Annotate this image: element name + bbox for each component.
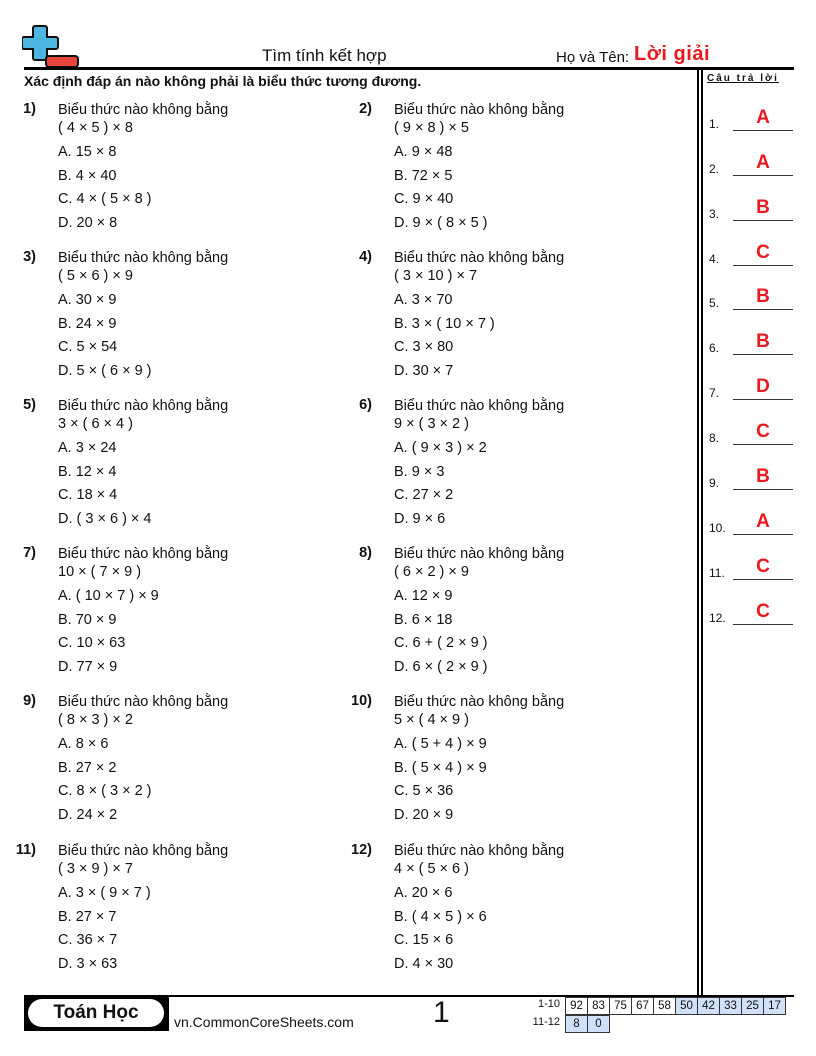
question-expression: 4 × ( 5 × 6 ) [394, 861, 469, 877]
question-expression: ( 3 × 9 ) × 7 [58, 861, 133, 877]
option-a: A. ( 9 × 3 ) × 2 [394, 440, 487, 456]
answer-12: 12. C [709, 601, 793, 625]
option-a: A. 12 × 9 [394, 588, 453, 604]
answers-heading: Câu trả lời [707, 73, 779, 84]
name-label: Họ và Tên: [556, 49, 630, 66]
option-c: C. 5 × 36 [394, 783, 454, 799]
answer-value: D [756, 376, 770, 397]
option-c: C. 8 × ( 3 × 2 ) [58, 783, 152, 799]
option-b: B. 9 × 3 [394, 463, 445, 480]
answer-7: 7. D [709, 376, 793, 400]
question-prompt: Biểu thức nào không bằng [394, 546, 565, 562]
option-c: C. 3 × 80 [394, 339, 454, 355]
option-b: B. 12 × 4 [58, 463, 117, 480]
option-b: B. 3 × ( 10 × 7 ) [394, 315, 495, 332]
option-c: C. 36 × 7 [58, 932, 118, 948]
question-expression: ( 8 × 3 ) × 2 [58, 712, 133, 728]
option-b: B. 27 × 2 [58, 759, 117, 776]
question-number: 9) [23, 693, 36, 709]
option-b: B. ( 4 × 5 ) × 6 [394, 908, 487, 925]
score-cell: 58 [653, 997, 676, 1015]
question-expression: ( 5 × 6 ) × 9 [58, 268, 133, 284]
option-a: A. 3 × 24 [58, 440, 117, 456]
logo-icon [22, 24, 80, 70]
option-a: A. 3 × 70 [394, 292, 453, 308]
answer-4: 4. C [709, 242, 793, 266]
answer-value: C [756, 601, 770, 622]
score-cell: 25 [741, 997, 764, 1015]
score-row-11-12 [566, 1015, 610, 1033]
option-b: B. 6 × 18 [394, 611, 453, 628]
site-url: vn.CommonCoreSheets.com [174, 1014, 354, 1030]
option-c: C. 4 × ( 5 × 8 ) [58, 191, 152, 207]
option-b: B. 24 × 9 [58, 315, 117, 332]
question-number: 3) [23, 249, 36, 265]
option-b: B. 4 × 40 [58, 167, 117, 184]
answer-6: 6. B [709, 331, 793, 355]
question-expression: 5 × ( 4 × 9 ) [394, 712, 469, 728]
column-divider [701, 69, 703, 996]
question-prompt: Biểu thức nào không bằng [58, 843, 229, 859]
answer-value: C [756, 242, 770, 263]
option-a: A. 8 × 6 [58, 736, 109, 752]
score-row-label: 11-12 [532, 1016, 560, 1028]
answer-value: B [756, 466, 770, 487]
option-d: D. ( 3 × 6 ) × 4 [58, 510, 152, 527]
option-d: D. 77 × 9 [58, 658, 118, 675]
option-d: D. 9 × ( 8 × 5 ) [394, 214, 488, 231]
score-cell: 8 [565, 1015, 588, 1033]
score-cell: 17 [763, 997, 786, 1015]
answer-value: B [756, 331, 770, 352]
option-c: C. 18 × 4 [58, 487, 118, 503]
question-number: 4) [359, 249, 372, 265]
question-prompt: Biểu thức nào không bằng [394, 398, 565, 414]
score-cell: 0 [587, 1015, 610, 1033]
option-d: D. 30 × 7 [394, 362, 454, 379]
option-d: D. 3 × 63 [58, 955, 118, 972]
answer-value: A [756, 107, 770, 128]
option-d: D. 24 × 2 [58, 806, 118, 823]
instructions: Xác định đáp án nào không phải là biểu thức tương đương. [24, 73, 422, 89]
question-expression: 10 × ( 7 × 9 ) [58, 564, 142, 580]
question-number: 10) [351, 693, 372, 709]
answer-1: 1. A [709, 107, 793, 131]
question-prompt: Biểu thức nào không bằng [394, 250, 565, 266]
question-number: 6) [359, 397, 372, 413]
column-divider [697, 69, 699, 996]
option-c: C. 10 × 63 [58, 635, 126, 651]
answer-value: C [756, 421, 770, 442]
name-value: Lời giải [634, 43, 711, 65]
score-cell: 50 [675, 997, 698, 1015]
option-a: A. 15 × 8 [58, 144, 117, 160]
question-number: 7) [23, 545, 36, 561]
question-prompt: Biểu thức nào không bằng [58, 102, 229, 118]
question-expression: ( 3 × 10 ) × 7 [394, 268, 478, 284]
option-a: A. 20 × 6 [394, 885, 453, 901]
question-expression: ( 9 × 8 ) × 5 [394, 120, 469, 136]
answer-2: 2. A [709, 152, 793, 176]
option-d: D. 20 × 9 [394, 806, 454, 823]
option-a: A. 3 × ( 9 × 7 ) [58, 885, 151, 901]
score-row-1-10 [566, 997, 786, 1015]
option-a: A. ( 10 × 7 ) × 9 [58, 588, 159, 604]
option-a: A. 9 × 48 [394, 144, 453, 160]
question-number: 5) [23, 397, 36, 413]
option-d: D. 6 × ( 2 × 9 ) [394, 658, 488, 675]
question-prompt: Biểu thức nào không bằng [58, 546, 229, 562]
answer-value: A [756, 152, 770, 173]
header-divider [24, 67, 794, 70]
question-number: 1) [23, 101, 36, 117]
question-prompt: Biểu thức nào không bằng [394, 843, 565, 859]
worksheet-title: Tìm tính kết hợp [262, 46, 387, 65]
score-cell: 75 [609, 997, 632, 1015]
brand-label: Toán Học [28, 999, 164, 1027]
answer-8: 8. C [709, 421, 793, 445]
question-prompt: Biểu thức nào không bằng [394, 102, 565, 118]
answer-9: 9. B [709, 466, 793, 490]
option-b: B. 70 × 9 [58, 611, 117, 628]
option-c: C. 15 × 6 [394, 932, 454, 948]
option-a: A. 30 × 9 [58, 292, 117, 308]
option-c: C. 9 × 40 [394, 191, 454, 207]
question-expression: 9 × ( 3 × 2 ) [394, 416, 469, 432]
question-expression: 3 × ( 6 × 4 ) [58, 416, 133, 432]
page-number: 1 [433, 996, 450, 1029]
score-cell: 67 [631, 997, 654, 1015]
option-c: C. 5 × 54 [58, 339, 118, 355]
score-row-label: 1-10 [537, 998, 560, 1010]
option-d: D. 5 × ( 6 × 9 ) [58, 362, 152, 379]
score-cell: 83 [587, 997, 610, 1015]
option-d: D. 4 × 30 [394, 955, 454, 972]
question-prompt: Biểu thức nào không bằng [58, 250, 229, 266]
option-a: A. ( 5 + 4 ) × 9 [394, 736, 487, 752]
question-prompt: Biểu thức nào không bằng [394, 694, 565, 710]
question-prompt: Biểu thức nào không bằng [58, 694, 229, 710]
option-c: C. 6 + ( 2 × 9 ) [394, 635, 488, 651]
option-b: B. 72 × 5 [394, 167, 453, 184]
answer-value: B [756, 197, 770, 218]
answer-value: C [756, 556, 770, 577]
question-number: 12) [351, 842, 372, 858]
question-number: 8) [359, 545, 372, 561]
question-number: 11) [15, 842, 36, 858]
option-c: C. 27 × 2 [394, 487, 454, 503]
option-d: D. 9 × 6 [394, 510, 446, 527]
option-b: B. 27 × 7 [58, 908, 117, 925]
answer-value: A [756, 511, 770, 532]
option-d: D. 20 × 8 [58, 214, 118, 231]
question-number: 2) [359, 101, 372, 117]
score-cell: 33 [719, 997, 742, 1015]
answer-5: 5. B [709, 286, 793, 310]
question-prompt: Biểu thức nào không bằng [58, 398, 229, 414]
answer-11: 11. C [709, 556, 793, 580]
score-cell: 42 [697, 997, 720, 1015]
option-b: B. ( 5 × 4 ) × 9 [394, 759, 487, 776]
answer-3: 3. B [709, 197, 793, 221]
score-cell: 92 [565, 997, 588, 1015]
answer-value: B [756, 286, 770, 307]
question-expression: ( 6 × 2 ) × 9 [394, 564, 469, 580]
answer-10: 10. A [709, 511, 793, 535]
question-expression: ( 4 × 5 ) × 8 [58, 120, 133, 136]
